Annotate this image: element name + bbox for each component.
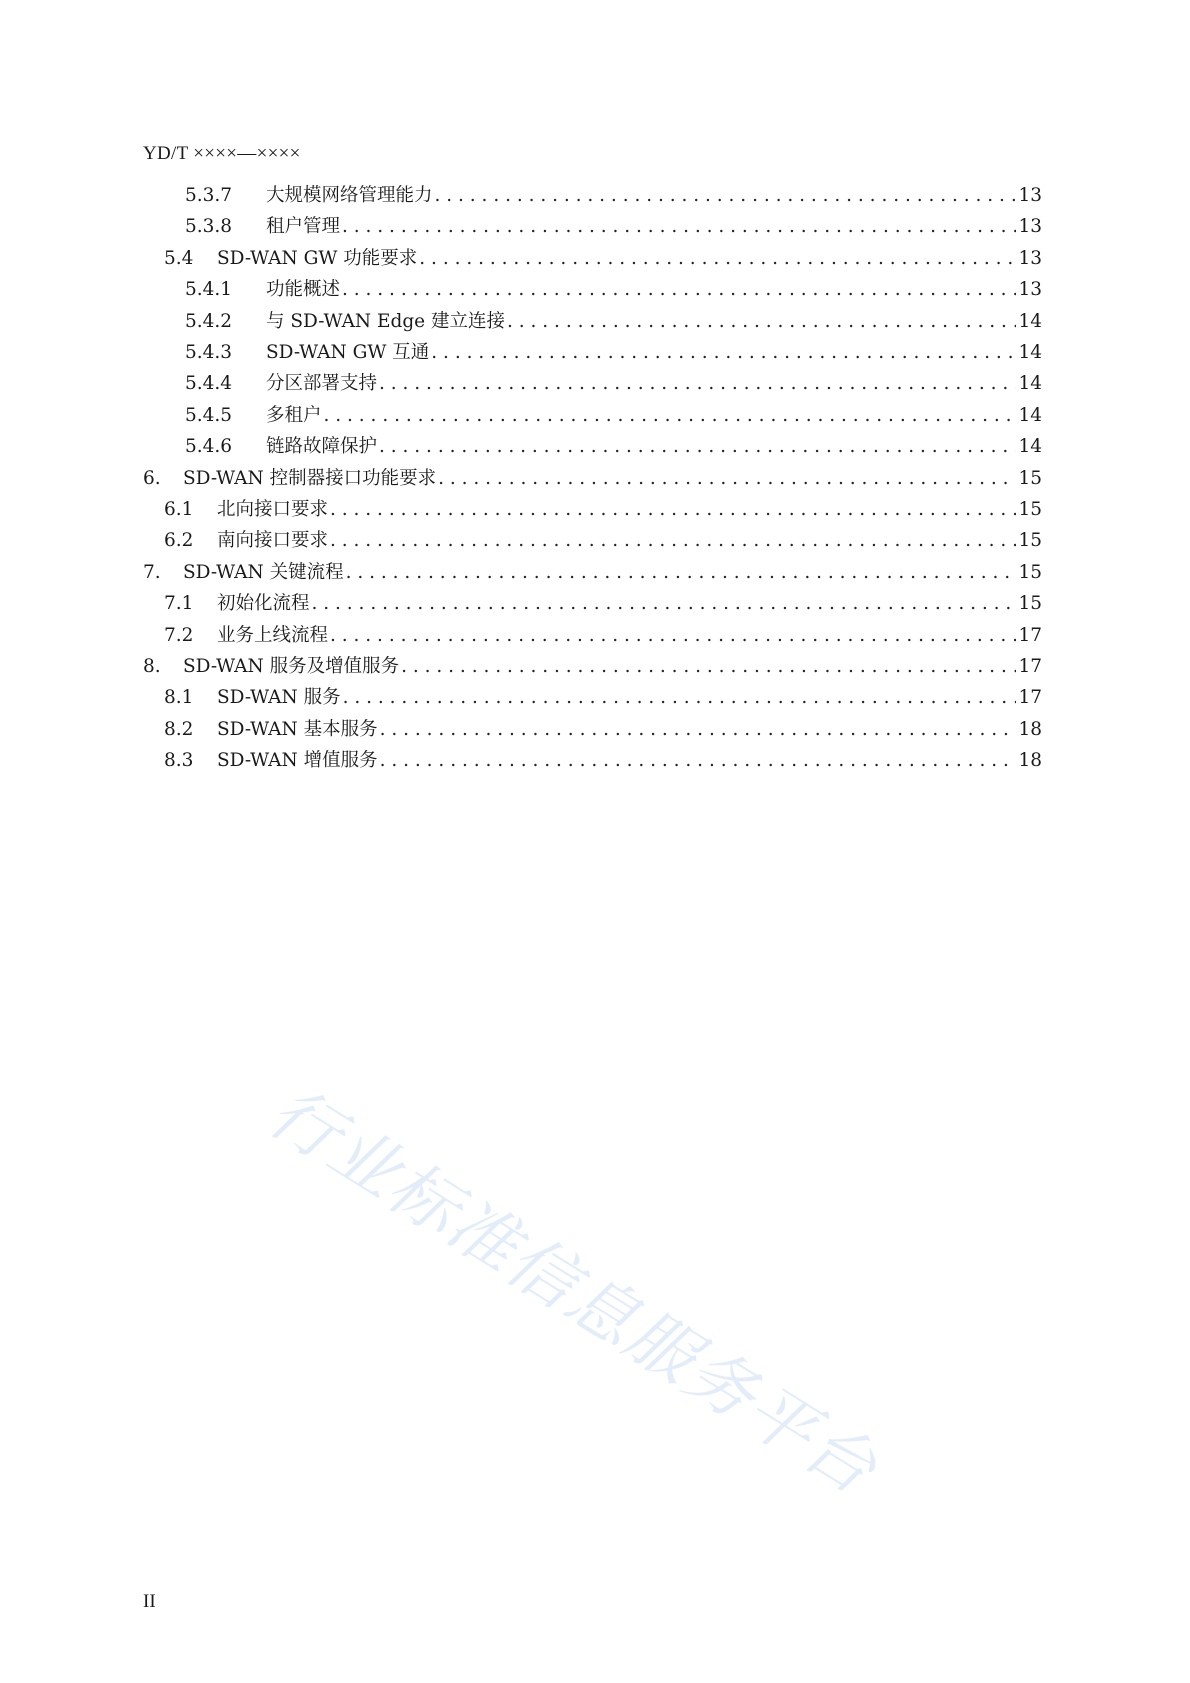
toc-entry-title: 分区部署支持 xyxy=(266,373,378,395)
toc-entry-title: 与 SD-WAN Edge 建立连接 xyxy=(266,310,506,332)
toc-entry-number: 5.4.1 xyxy=(185,279,233,301)
toc-entry-number: 5.4.5 xyxy=(185,404,233,426)
toc-entry-page: 13 xyxy=(1018,247,1042,269)
toc-entry-page: 15 xyxy=(1018,530,1042,552)
toc-entry-title: 南向接口要求 xyxy=(217,530,329,552)
toc-entry-title: SD-WAN 服务 xyxy=(217,687,341,709)
toc-entry-title: 功能概述 xyxy=(266,279,341,301)
toc-entry-number: 7. xyxy=(143,561,161,583)
toc-leader-dots xyxy=(431,337,1016,368)
toc-entry[interactable] xyxy=(164,525,1042,556)
toc-entry[interactable] xyxy=(185,211,1042,242)
document-header-id: YD/T ××××—×××× xyxy=(143,143,301,164)
toc-entry-page: 18 xyxy=(1018,718,1042,740)
toc-entry-title: SD-WAN 关键流程 xyxy=(183,561,344,583)
toc-entry[interactable] xyxy=(164,682,1042,713)
toc-leader-dots xyxy=(401,651,1016,682)
toc-leader-dots xyxy=(507,306,1016,337)
toc-entry-page: 18 xyxy=(1018,750,1042,772)
toc-entry-page: 15 xyxy=(1018,561,1042,583)
toc-entry[interactable] xyxy=(143,463,1042,494)
toc-entry-title: 业务上线流程 xyxy=(217,624,329,646)
toc-entry-page: 13 xyxy=(1018,279,1042,301)
toc-entry-page: 15 xyxy=(1018,593,1042,615)
toc-entry[interactable] xyxy=(164,588,1042,619)
toc-entry[interactable] xyxy=(164,714,1042,745)
toc-leader-dots xyxy=(438,463,1016,494)
toc-entry[interactable] xyxy=(185,400,1042,431)
toc-leader-dots xyxy=(380,714,1017,745)
toc-entry[interactable] xyxy=(185,274,1042,305)
toc-entry-number: 5.4.3 xyxy=(185,342,233,363)
toc-entry-page: 14 xyxy=(1018,436,1042,458)
toc-entry-title: 大规模网络管理能力 xyxy=(266,185,433,206)
toc-entry-page: 14 xyxy=(1018,342,1042,363)
toc-leader-dots xyxy=(379,368,1016,399)
toc-entry-page: 15 xyxy=(1018,499,1042,520)
toc-entry-number: 8.1 xyxy=(164,687,194,709)
toc-entry-page: 14 xyxy=(1018,373,1042,395)
toc-entry[interactable] xyxy=(164,494,1042,525)
toc-leader-dots xyxy=(380,745,1017,776)
toc-entry-title: 多租户 xyxy=(266,404,322,426)
toc-entry-number: 8. xyxy=(143,656,161,677)
toc-entry-number: 5.4.2 xyxy=(185,310,233,332)
toc-entry-number: 6. xyxy=(143,467,161,489)
toc-entry-number: 5.4.6 xyxy=(185,436,233,458)
toc-leader-dots xyxy=(330,494,1016,525)
toc-leader-dots xyxy=(343,682,1017,713)
toc-entry-number: 6.1 xyxy=(164,499,194,520)
toc-entry-number: 8.2 xyxy=(164,718,194,740)
toc-entry-title: SD-WAN 增值服务 xyxy=(217,750,378,772)
toc-entry-title: SD-WAN GW 功能要求 xyxy=(217,247,418,269)
toc-entry-number: 7.2 xyxy=(164,624,194,646)
toc-entry[interactable] xyxy=(185,368,1042,399)
toc-entry-page: 17 xyxy=(1018,624,1042,646)
toc-leader-dots xyxy=(324,400,1017,431)
toc-leader-dots xyxy=(342,211,1016,242)
toc-entry-number: 5.4.4 xyxy=(185,373,233,395)
toc-entry-page: 14 xyxy=(1018,310,1042,332)
toc-leader-dots xyxy=(330,525,1016,556)
toc-leader-dots xyxy=(435,180,1017,211)
toc-entry-page: 15 xyxy=(1018,467,1042,489)
toc-entry[interactable] xyxy=(164,243,1042,274)
toc-entry-page: 13 xyxy=(1018,216,1042,238)
toc-entry-page: 17 xyxy=(1018,656,1042,677)
toc-entry-number: 7.1 xyxy=(164,593,194,615)
toc-entry-title: SD-WAN 控制器接口功能要求 xyxy=(183,467,437,489)
toc-entry-page: 13 xyxy=(1018,185,1042,206)
toc-entry-title: 租户管理 xyxy=(266,216,341,238)
toc-entry[interactable] xyxy=(164,620,1042,651)
watermark: 行业标准信息服务平台 xyxy=(255,1072,891,1511)
toc-leader-dots xyxy=(379,431,1016,462)
toc-entry-title: 链路故障保护 xyxy=(266,436,378,458)
toc-entry-number: 6.2 xyxy=(164,530,194,552)
toc-leader-dots xyxy=(330,620,1016,651)
page-number-footer: II xyxy=(143,1591,156,1612)
toc-entry[interactable] xyxy=(185,337,1042,368)
toc-entry-title: SD-WAN 基本服务 xyxy=(217,718,378,740)
toc-entry-number: 8.3 xyxy=(164,750,194,772)
toc-entry-number: 5.3.8 xyxy=(185,216,233,238)
toc-entry-page: 17 xyxy=(1018,687,1042,709)
toc-entry-title: 北向接口要求 xyxy=(217,499,329,520)
toc-entry-page: 14 xyxy=(1018,404,1042,426)
toc-leader-dots xyxy=(342,274,1016,305)
toc-entry-title: SD-WAN GW 互通 xyxy=(266,342,430,363)
toc-entry[interactable] xyxy=(164,745,1042,776)
toc-entry-title: 初始化流程 xyxy=(217,593,310,615)
toc-entry-number: 5.4 xyxy=(164,247,194,269)
toc-leader-dots xyxy=(312,588,1017,619)
toc-entry-number: 5.3.7 xyxy=(185,185,233,206)
toc-entry[interactable] xyxy=(185,180,1042,211)
toc-leader-dots xyxy=(346,557,1017,588)
toc-leader-dots xyxy=(419,243,1016,274)
toc-entry[interactable] xyxy=(143,557,1042,588)
toc-entry[interactable] xyxy=(185,306,1042,337)
toc-entry-title: SD-WAN 服务及增值服务 xyxy=(183,656,400,677)
toc-entry[interactable] xyxy=(143,651,1042,682)
toc-entry[interactable] xyxy=(185,431,1042,462)
